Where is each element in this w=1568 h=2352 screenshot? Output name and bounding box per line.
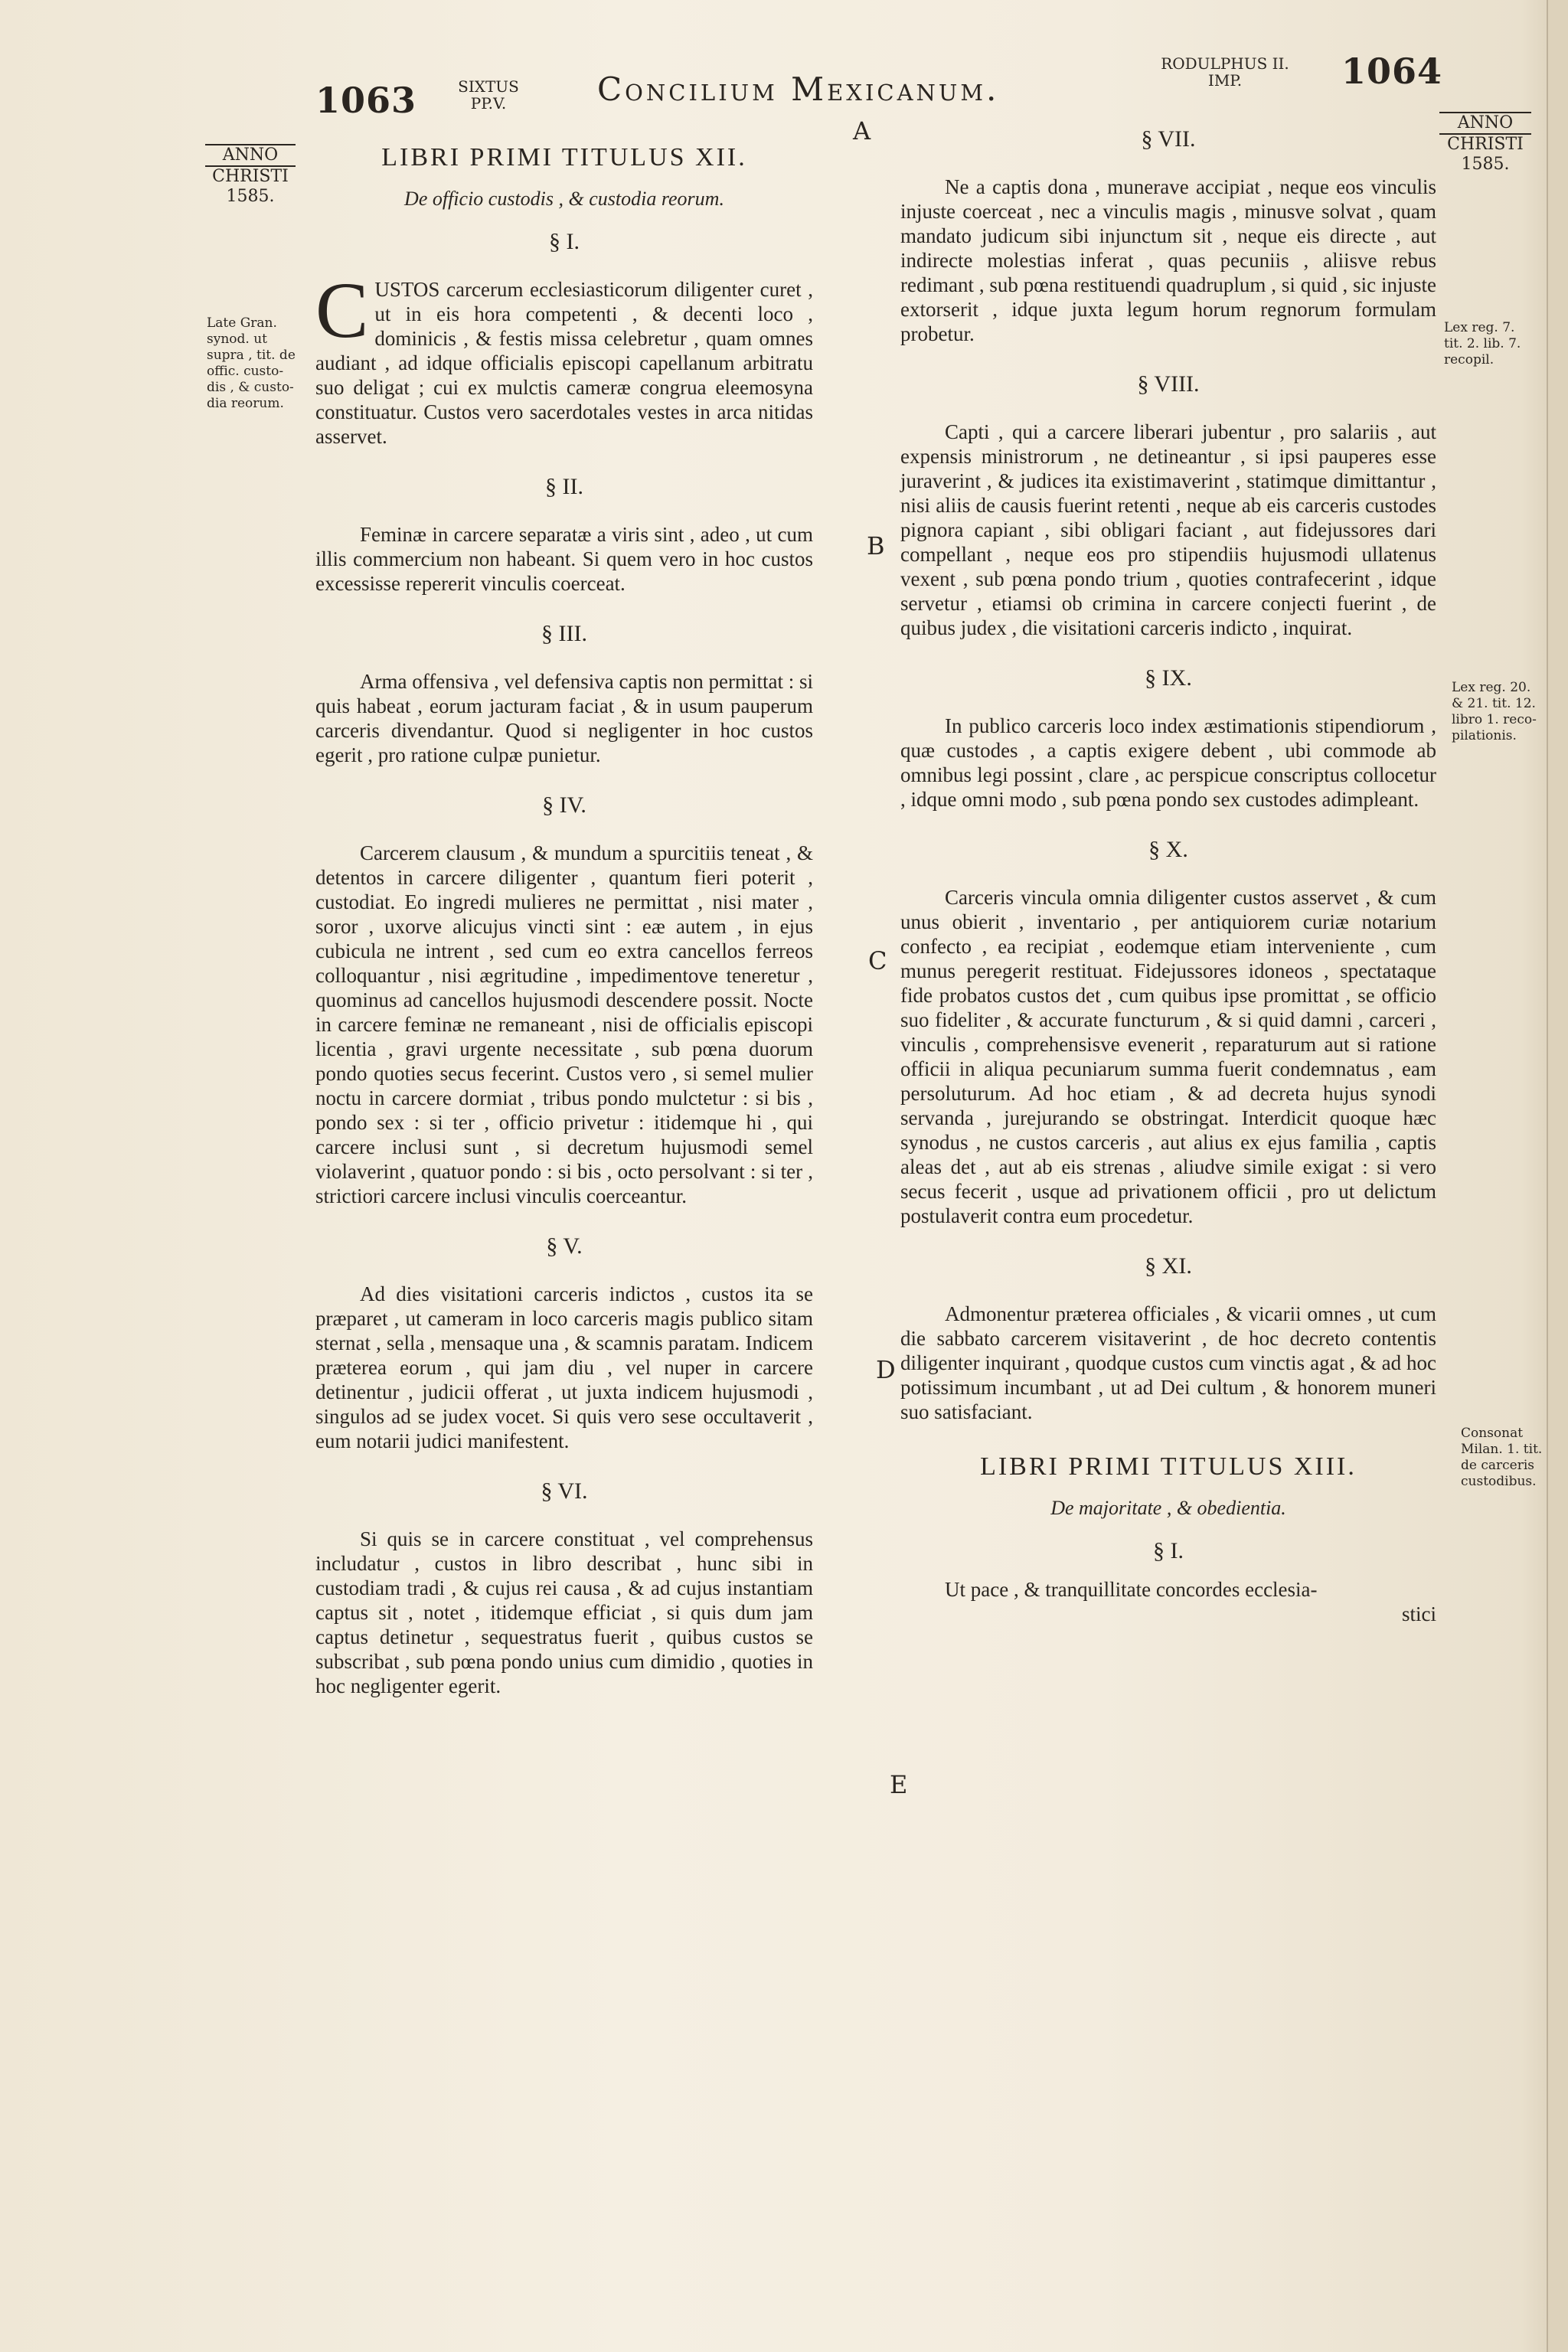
title-xii-heading: LIBRI PRIMI TITULUS XII. xyxy=(381,143,747,172)
right-running-head xyxy=(1133,55,1317,89)
section-text: Capti , qui a carcere liberari jubentur , pro salariis , aut expensis ministrorum , ne detineantur , si ipsi pauperes esse juraverint , & judices ita existimaverint , statimque dimittantur , nisi aliis de causis fuerint retenti , neque ab eis carceris custodes pignora capiant , sibi obligari faciant , aut fidejussores dari compellant , neque eos pro stipendiis hujusmodi ullatenus vexent , sub pœna pondo trium , quoties contrafecerint , idque servetur , etiamsi ob crimina in carcere conjecti fuerint , de quibus judex , die visitationi carceris indicto , inquirat. xyxy=(900,420,1436,639)
section-heading: § V. xyxy=(546,1233,583,1259)
left-runner-pope: SIXTUS xyxy=(458,77,519,96)
margin-letter-d: D xyxy=(876,1355,896,1384)
christi-label: CHRISTI xyxy=(212,167,289,186)
right-runner-title: IMP. xyxy=(1207,71,1243,90)
left-page-number: 1063 xyxy=(315,80,417,121)
note-line: de carceris xyxy=(1461,1458,1534,1473)
section-heading: § X. xyxy=(1148,837,1188,862)
section-text: Ad dies visitationi carceris indictos , custos ita se præparet , ut cameram in loco carceris magis publico sitam sternat , sella , mensaque una , & scamnis paratam. Indicem præterea eorum , qui jam diu , vel nuper in carcere detinentur , judicii offerat , ut juxta indicem hujusmodi , singulos ad se judex vocet. Si quis vero sese occultaverit , eum notarii judici manifestent. xyxy=(315,1282,813,1452)
note-line: & 21. tit. 12. xyxy=(1452,696,1536,711)
anno-label: ANNO xyxy=(205,144,296,167)
title-xiii-subtitle: De majoritate , & obedientia. xyxy=(1050,1497,1286,1519)
catchword: stici xyxy=(1402,1602,1436,1625)
section-heading: § II. xyxy=(545,474,583,499)
anno-christi-right xyxy=(1439,112,1531,175)
note-line: pilationis. xyxy=(1452,728,1517,743)
margin-letter-b: B xyxy=(867,531,885,560)
section-text: Admonentur præterea officiales , & vicarii omnes , ut cum die sabbato carcerem visitaverint , de hoc decreto contentis diligenter inquirant , quodque custos cum vinctis agat , & ad hoc potissimum incumbant , ut ad Dei cultum , & honorem muneri suo satisfaciant. xyxy=(900,1302,1436,1423)
section-heading: § III. xyxy=(541,621,587,646)
drop-cap: C xyxy=(315,266,369,354)
section-text: Carcerem clausum , & mundum a spurcitiis teneat , & detentos in carcere diligenter , quantum fieri poterit , custodiat. Eo ingredi mulieres ne permittat , nisi mater , soror , uxorve alicujus vincti sint : eæ autem , in ejus cubicula ne intrent , sed cum eo extra cancellos ferreos colloquantur , nisi ægritudine , impedimentove teneretur , quominus ad cancellos hujusmodi descendere possit. Nocte in carcere feminæ ne remaneant , nisi de officialis episcopi licentia , gravi urgente necessitate , sub pœna duorum pondo quoties secus fecerint. Custos vero , si semel mulier noctu in carcere dormiat , tribus pondo mulctetur : si bis , pondo sex : si ter , officio privetur : itidemque hi , qui carcere inclusi sunt , si decretum hujusmodi semel violaverint , quatuor pondo : si bis , octo persolvant : si ter , strictiori carcere inclusi vinculis coerceantur. xyxy=(315,841,813,1207)
section-text: Ut pace , & tranquillitate concordes ecclesia- xyxy=(945,1578,1318,1601)
section-heading: § IV. xyxy=(542,792,586,818)
margin-note-right-2 xyxy=(1452,680,1544,744)
note-line: libro 1. reco- xyxy=(1452,712,1537,727)
anno-year: 1585. xyxy=(226,187,275,206)
anno-christi-left xyxy=(205,144,296,207)
section-heading: § XI. xyxy=(1145,1253,1192,1279)
margin-letter-a: A xyxy=(853,116,871,145)
left-text-column xyxy=(315,145,813,1698)
title-xii-subtitle: De officio custodis , & custodia reorum. xyxy=(404,188,724,210)
note-line: Milan. 1. tit. xyxy=(1461,1442,1543,1457)
note-line: offic. custo- xyxy=(207,364,284,379)
section-heading: § VI. xyxy=(541,1478,588,1504)
margin-note-left-1 xyxy=(207,315,314,412)
margin-letter-e: E xyxy=(890,1770,908,1799)
section-heading: § IX. xyxy=(1145,665,1192,691)
left-running-head xyxy=(450,78,527,112)
right-page-number: 1064 xyxy=(1341,51,1443,92)
section-heading: § VIII. xyxy=(1137,371,1200,397)
right-runner-emperor: RODULPHUS II. xyxy=(1161,54,1289,73)
page-title: Concilium Mexicanum. xyxy=(597,70,1000,108)
note-line: Consonat xyxy=(1461,1426,1524,1441)
title-xiii-heading: LIBRI PRIMI TITULUS XIII. xyxy=(980,1452,1357,1481)
anno-year: 1585. xyxy=(1461,155,1510,174)
section-text: Arma offensiva , vel defensiva captis non permittat : si quis habeat , eorum jacturam faciat , & in usum pauperum carceris divendantur. Quod si negligenter in hoc custos egerit , pro ratione culpæ punietur. xyxy=(315,670,813,766)
note-line: Lex reg. 7. xyxy=(1444,320,1515,335)
next-page-edge xyxy=(1547,0,1568,2352)
right-text-column xyxy=(900,127,1436,1626)
section-text: Feminæ in carcere separatæ a viris sint , adeo , ut cum illis commercium non habeant. Si quem vero in hoc custos excessisse repererit vinculis coerceat. xyxy=(315,523,813,595)
section-heading: § I. xyxy=(549,229,580,254)
section-text: Si quis se in carcere constituat , vel comprehensus includatur , custos in libro describat , hunc sibi in custodiam tradi , & cujus rei causa , & ad cujus instantiam captus sit , notet , itidemque efficiat , si quis dum jam captus detinetur , sequestratus fuerit , quibus custos se subscribat , sub pœna pondo unius cum dimidio , quoties in hoc negligenter egerit. xyxy=(315,1527,813,1697)
margin-note-right-1 xyxy=(1444,320,1544,368)
section-text: Ne a captis dona , munerave accipiat , neque eos vinculis injuste coerceat , nec a vinculis magis , minusve solvat , quam mandato judicum sibi injunctum sit , neque eis directe , aut indirecte molestias inferat , quas pecuniis , aliisve rebus redimant , sub pœna restituendi quadruplum , si quid , sic injuste extorserit , idque juxta legum horum regnorum formulam probetur. xyxy=(900,175,1436,345)
section-heading: § I. xyxy=(1153,1538,1184,1563)
note-line: custodibus. xyxy=(1461,1474,1537,1489)
section-text: In publico carceris loco index æstimationis stipendiorum , quæ custodes , a captis exigere debent , ubi commode ab omnibus legi possint , clare , ac perspicue conscriptus collocetur , idque omni modo , sub pœna pondo sex custodes adimpleant. xyxy=(900,714,1436,811)
section-body: USTOS carcerum ecclesiasticorum diligenter curet , ut in eis hora competenti , & decenti loco , dominicis , & festis missa celebretur , quam omnes audiant , ad idque officialis episcopi capellanum arbitratu suo deligat ; cui ex mulctis cameræ congrua eleemosyna constituatur. Custos vero sacerdotales vestes in arca nitidas asservet. xyxy=(315,278,813,448)
note-line: Late Gran. xyxy=(207,315,277,331)
left-runner-pontificate: PP.V. xyxy=(470,94,507,113)
anno-label: ANNO xyxy=(1439,112,1531,135)
christi-label: CHRISTI xyxy=(1447,135,1524,154)
note-line: recopil. xyxy=(1444,352,1494,368)
section-text: Carceris vincula omnia diligenter custos asservet , & cum unus obierit , inventario , per antiquiorem curiæ notarium confecto , ea recipiat , eodemque etiam interveniente , cum munus peregerit restituat. Fidejussores idoneos , spectataque fide probatos custos det , cum quibus ipse promittat , se officio suo fideliter , & accurate functurum , & si quid damni , carceri , vinculis , comprehensisve evenerit , reparaturum aut si ratione officii in aliqua pecuniarum summa fuerit condemnatus , eam persoluturum. Ad hoc etiam , & ad decreta hujus synodi servanda , jurejurando se obstringat. Interdicit quoque hæc synodus , ne custos carceris , aut alius ex ejus familia , captis aleas det , aut ab eis strenas , aliudve simile exigat : si vero secus fecerit , usque ad privationem officii , pro ut delictum postulaverit contra eum procedetur. xyxy=(900,886,1436,1227)
note-line: synod. ut xyxy=(207,332,267,347)
note-line: Lex reg. 20. xyxy=(1452,680,1531,695)
note-line: tit. 2. lib. 7. xyxy=(1444,336,1521,351)
section-text xyxy=(315,266,813,449)
note-line: dia reorum. xyxy=(207,396,284,411)
note-line: supra , tit. de xyxy=(207,348,296,363)
margin-letter-c: C xyxy=(868,946,887,975)
margin-note-right-3 xyxy=(1461,1426,1547,1490)
note-line: dis , & custo- xyxy=(207,380,294,395)
section-heading: § VII. xyxy=(1141,126,1196,152)
